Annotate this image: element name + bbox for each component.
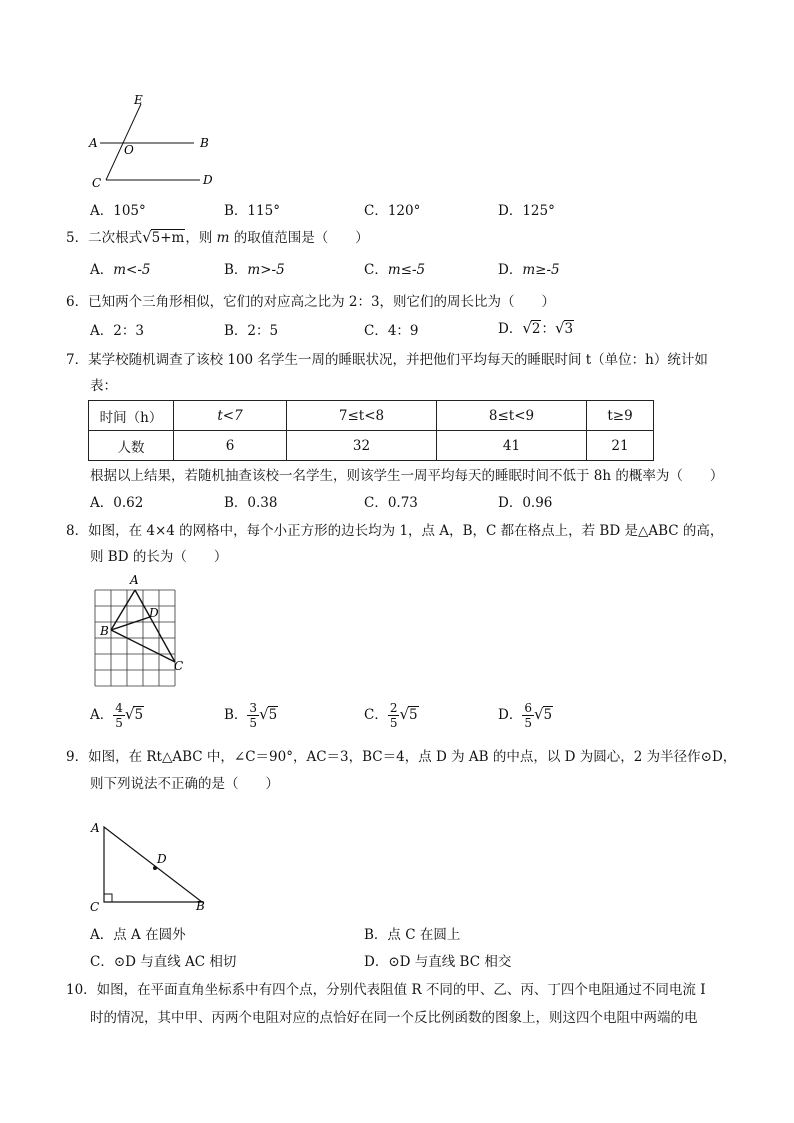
table-header-cell: 8≤t<9 [437, 401, 587, 431]
label-b: B [100, 624, 109, 638]
q5-option-d[interactable]: D．m≥-5 [498, 262, 560, 278]
q8-stem-line2: 则 BD 的长为（ ） [90, 549, 228, 565]
label-b: B [196, 899, 205, 913]
q7-stem-line2: 表： [90, 378, 117, 394]
table-cell: 6 [174, 431, 287, 461]
label-a: A [91, 821, 100, 835]
right-angle-mark [104, 894, 112, 902]
q5-number: 5． [66, 230, 89, 246]
label-o: O [124, 143, 134, 157]
table-row [89, 401, 654, 431]
q9-option-c[interactable]: C．⊙D 与直线 AC 相切 [90, 954, 237, 970]
q6-option-d[interactable]: D．√2：√3 [498, 319, 574, 337]
table-cell: 21 [587, 431, 654, 461]
q4-figure [86, 92, 226, 192]
q9-triangle-figure [86, 815, 216, 915]
q7-option-c[interactable]: C．0.73 [364, 495, 418, 511]
table-header-cell: 时间（h） [89, 401, 174, 431]
q9-stem-line2: 则下列说法不正确的是（ ） [90, 776, 279, 792]
label-d: D [203, 173, 213, 187]
table-cell: 人数 [89, 431, 174, 461]
q7-after-text: 根据以上结果，若随机抽查该校一名学生，则该学生一周平均每天的睡眠时间不低于 8h 的概率为（ ） [90, 468, 724, 484]
q8-option-c[interactable]: C． $\frac{2}{5}$ √5 [364, 701, 418, 730]
q5-text-before: 二次根式 [88, 230, 143, 246]
q7-table [88, 400, 654, 461]
q8-stem-line1: 8．如图，在 4×4 的网格中，每个小正方形的边长均为 1，点 A，B，C 都在格点上，若 BD 是△ABC 的高， [66, 523, 724, 539]
q4-option-c[interactable]: C．120° [364, 203, 421, 219]
table-row [89, 431, 654, 461]
table-header-cell: t<7 [174, 401, 287, 431]
q4-option-b[interactable]: B．115° [224, 203, 280, 219]
q5-option-c[interactable]: C．m≤-5 [364, 262, 426, 278]
label-e: E [134, 93, 143, 107]
q7-option-b[interactable]: B．0.38 [224, 495, 278, 511]
q8-option-d[interactable]: D． $\frac{6}{5}$ √5 [498, 701, 553, 730]
q5-option-b[interactable]: B．m>-5 [224, 262, 285, 278]
q5-text-after: 的取值范围是（ ） [229, 230, 369, 246]
q9-option-d[interactable]: D．⊙D 与直线 BC 相交 [364, 954, 512, 970]
q7-option-d[interactable]: D．0.96 [498, 495, 553, 511]
q8-option-a[interactable]: A． $\frac{4}{5}$ √5 [90, 701, 144, 730]
label-a: A [130, 573, 139, 587]
table-header-cell: 7≤t<8 [287, 401, 437, 431]
label-c: C [174, 659, 184, 673]
triangle-abc [104, 827, 202, 902]
q4-option-a[interactable]: A．105° [90, 203, 146, 219]
q9-option-a[interactable]: A．点 A 在圆外 [90, 927, 186, 943]
q5-radicand: 5+m [151, 230, 185, 246]
q5-option-a[interactable]: A．m<-5 [90, 262, 151, 278]
q4-option-d[interactable]: D．125° [498, 203, 555, 219]
q5-stem: 5．二次根式√5+m，则 m 的取值范围是（ ） [66, 228, 369, 246]
label-c: C [90, 900, 100, 914]
label-d: D [149, 606, 159, 620]
q9-option-b[interactable]: B．点 C 在圆上 [364, 927, 461, 943]
line-ec [106, 104, 141, 180]
q6-option-c[interactable]: C．4：9 [364, 323, 419, 339]
table-cell: 32 [287, 431, 437, 461]
q6-option-b[interactable]: B．2：5 [224, 323, 279, 339]
q7-option-a[interactable]: A．0.62 [90, 495, 144, 511]
table-cell: 41 [437, 431, 587, 461]
q10-stem-line1: 10．如图，在平面直角坐标系中有四个点，分别代表阻值 R 不同的甲、乙、丙、丁四个电阻通过不同电流 I [66, 982, 706, 998]
q5-var: m [216, 230, 230, 246]
grid [95, 590, 175, 686]
point-d [153, 866, 157, 870]
q10-stem-line2: 时的情况，其中甲、丙两个电阻对应的点恰好在同一个反比例函数的图象上，则这四个电阻中两端的电 [90, 1010, 698, 1026]
label-a: A [89, 136, 98, 150]
table-header-cell: t≥9 [587, 401, 654, 431]
label-c: C [92, 176, 102, 190]
q6-stem: 6．已知两个三角形相似，它们的对应高之比为 2：3，则它们的周长比为（ ） [66, 294, 556, 310]
label-b: B [200, 136, 209, 150]
q7-stem-line1: 7．某学校随机调查了该校 100 名学生一周的睡眠状况，并把他们平均每天的睡眠时间 t（单位：h）统计如 [66, 352, 708, 368]
q8-option-b[interactable]: B． $\frac{3}{5}$ √5 [224, 701, 278, 730]
q6-option-a[interactable]: A．2：3 [90, 323, 144, 339]
label-d: D [157, 852, 167, 866]
q9-stem-line1: 9．如图，在 Rt△ABC 中，∠C＝90°，AC＝3，BC＝4，点 D 为 AB 的中点，以 D 为圆心，2 为半径作⊙D， [66, 749, 737, 765]
q5-text-mid: ，则 [185, 230, 217, 246]
q8-grid-figure [88, 572, 188, 690]
